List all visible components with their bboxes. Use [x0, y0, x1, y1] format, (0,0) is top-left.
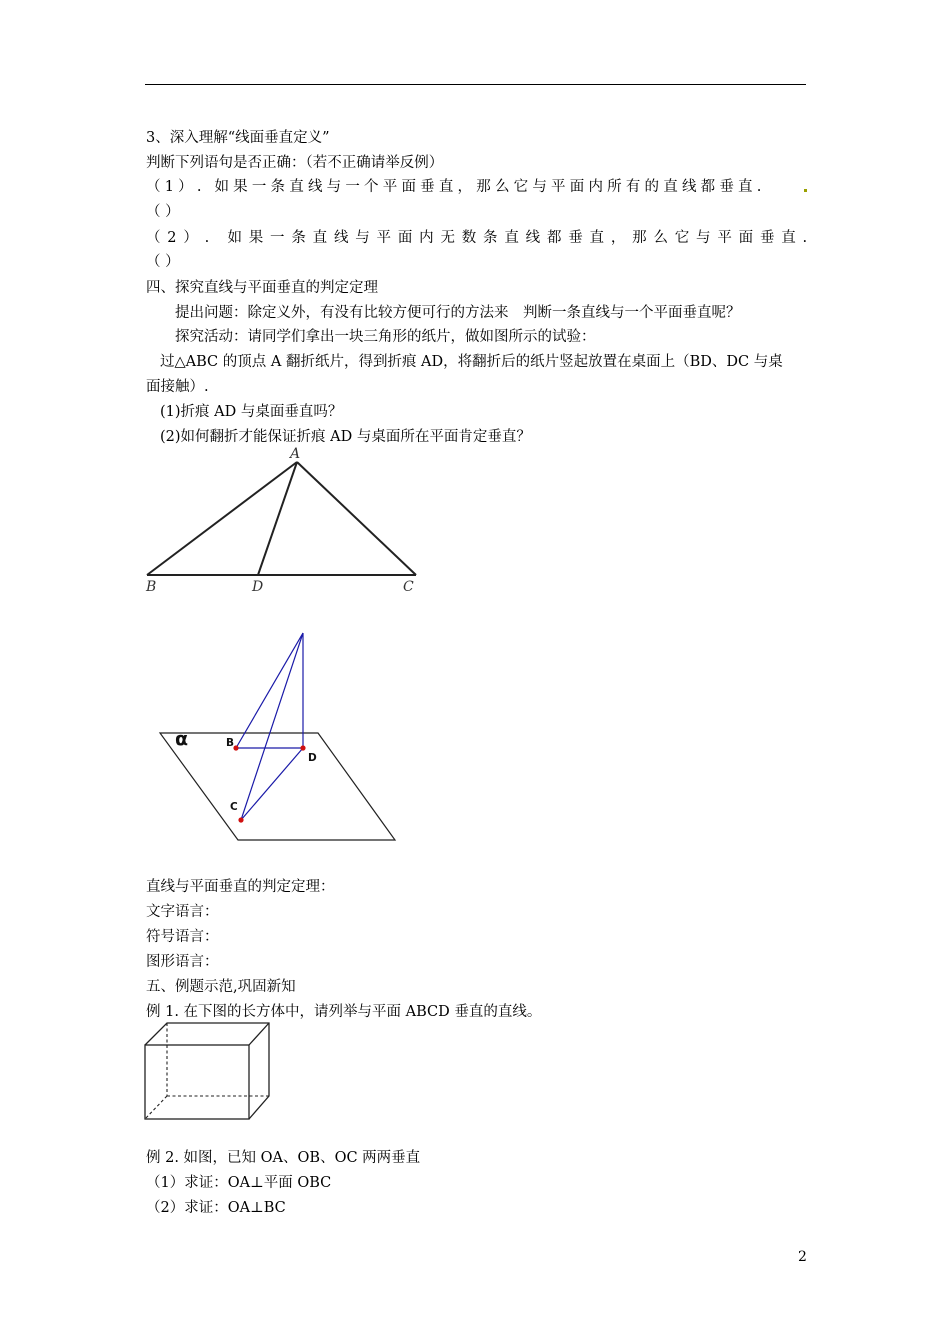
example1: 例 1. 在下图的长方体中，请列举与平面 ABCD 垂直的直线。	[146, 1004, 542, 1020]
cuboid-top-right-edge	[249, 1023, 269, 1045]
section3-item1-blank: （ ）	[146, 204, 180, 220]
cuboid-hidden-edges	[145, 1023, 269, 1119]
example2-q2: （2）求证：OA⊥BC	[146, 1200, 286, 1216]
cuboid-front-face	[145, 1045, 249, 1119]
section4-activity: 探究活动：请同学们拿出一块三角形的纸片，做如图所示的试验：	[175, 329, 596, 345]
section4-desc-line2: 面接触）.	[146, 379, 209, 395]
figure-language: 图形语言：	[146, 954, 219, 970]
section5-title: 五、例题示范,巩固新知	[146, 979, 296, 995]
text-language: 文字语言：	[146, 904, 219, 920]
hidden-edge-depth	[145, 1096, 167, 1119]
label-d: D	[252, 579, 264, 595]
section4-q2: (2)如何翻折才能保证折痕 AD 与桌面所在平面肯定垂直？	[160, 429, 531, 445]
section3-item2: （2）. 如果一条直线与平面内无数条直线都垂直，那么它与平面垂直.	[146, 230, 814, 246]
theorem-title: 直线与平面垂直的判定定理：	[146, 879, 335, 895]
label-c-3d: C	[230, 801, 238, 813]
example2-q1: （1）求证：OA⊥平面 OBC	[146, 1175, 332, 1191]
label-c: C	[403, 579, 414, 595]
section3-item2-blank: （ ）	[146, 254, 180, 270]
symbol-language: 符号语言：	[146, 929, 219, 945]
section4-desc-line1: 过△ABC 的顶点 A 翻折纸片，得到折痕 AD，将翻折后的纸片竖起放置在桌面上（BD、DC 与桌	[160, 354, 783, 370]
example2: 例 2. 如图，已知 OA、OB、OC 两两垂直	[146, 1150, 421, 1166]
label-a: A	[290, 446, 301, 462]
section4-q1: (1)折痕 AD 与桌面垂直吗？	[160, 404, 343, 420]
label-alpha: α	[175, 728, 189, 750]
section3-prompt: 判断下列语句是否正确：（若不正确请举反例）	[146, 155, 444, 171]
section3-title: 3、深入理解“线面垂直定义”	[146, 130, 330, 146]
section4-question: 提出问题：除定义外，有没有比较方便可行的方法来 判断一条直线与一个平面垂直呢？	[175, 305, 741, 321]
label-d-3d: D	[308, 752, 317, 764]
label-b: B	[146, 579, 157, 595]
label-b-3d: B	[226, 737, 235, 749]
section4-title: 四、探究直线与平面垂直的判定定理	[146, 280, 378, 296]
section3-item1: （1）. 如果一条直线与一个平面垂直，那么它与平面内所有的直线都垂直.	[146, 179, 766, 195]
cuboid-back-edges	[145, 1023, 269, 1119]
page-number: 2	[798, 1249, 807, 1265]
